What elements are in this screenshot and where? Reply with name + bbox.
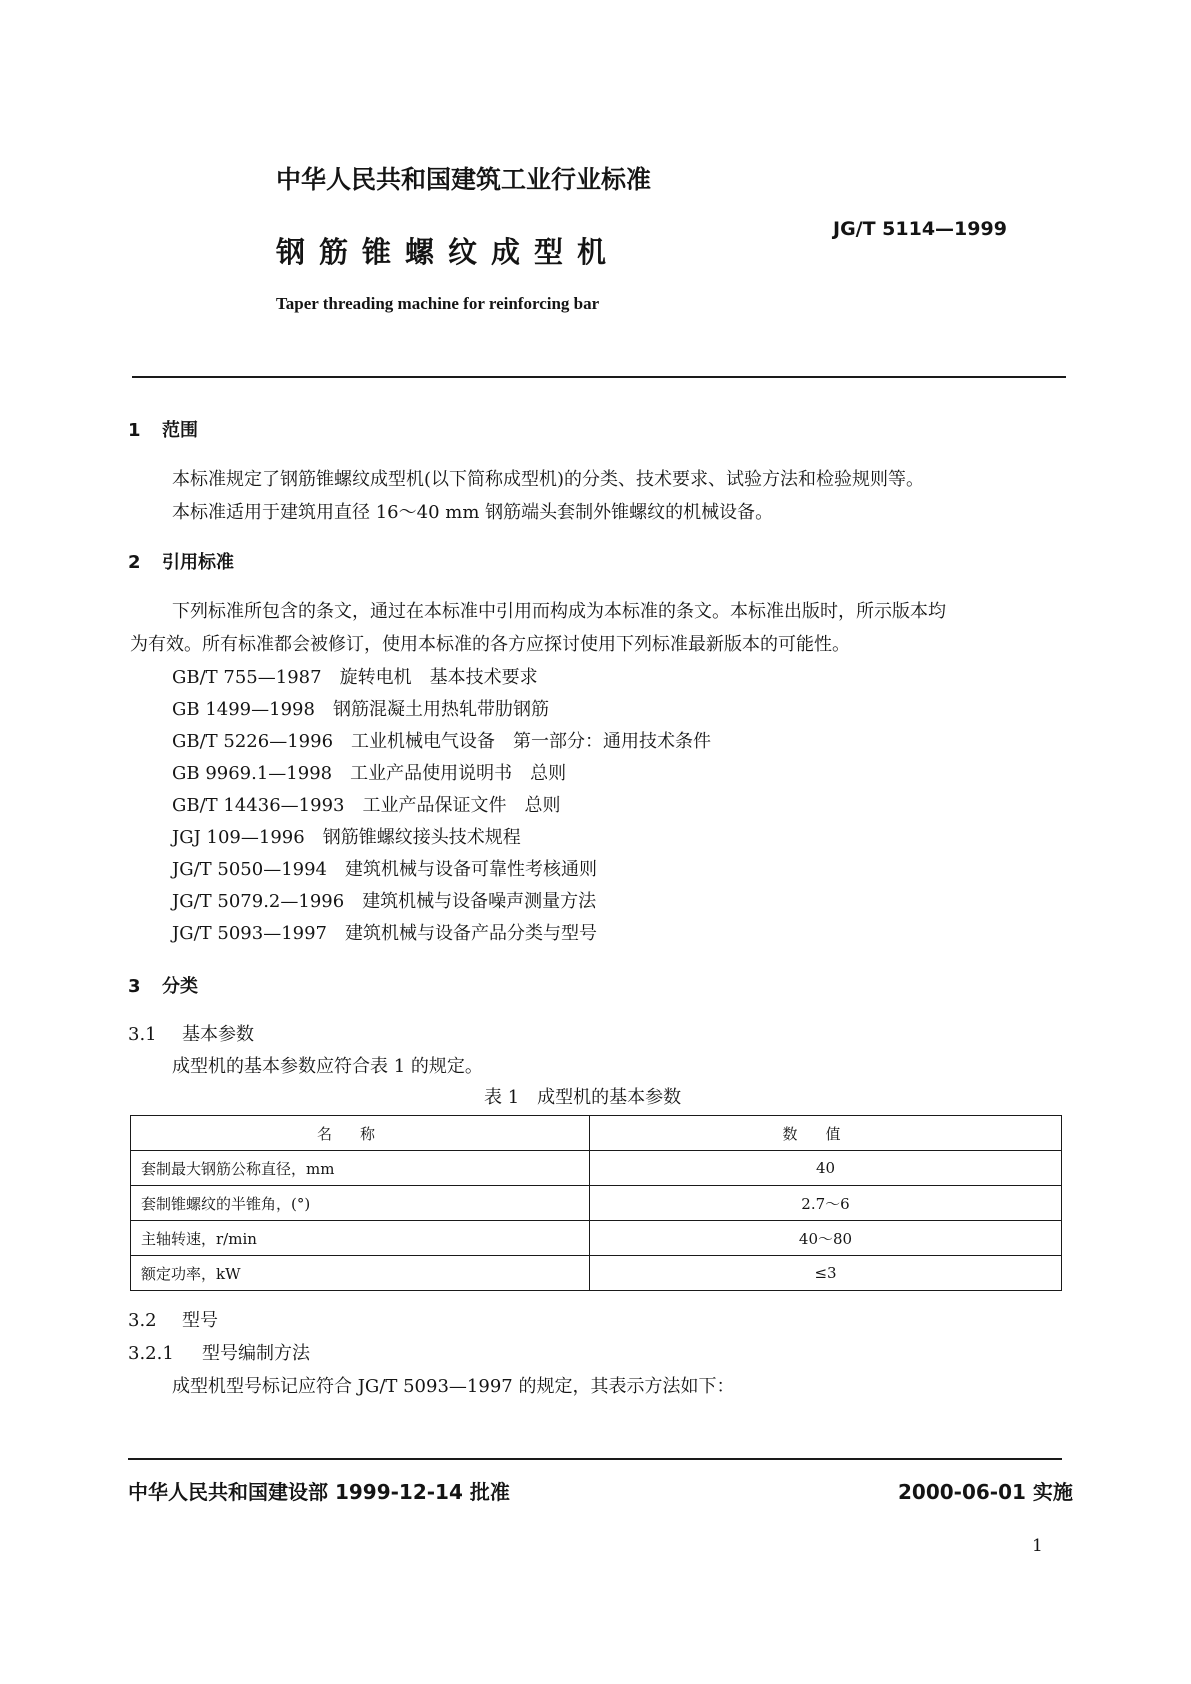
footer-divider (128, 1458, 1062, 1460)
table-header-value: 数值 (590, 1116, 1062, 1151)
table-cell-name: 主轴转速，r/min (131, 1221, 590, 1256)
table-cell-name: 套制锥螺纹的半锥角，(°) (131, 1186, 590, 1221)
reference-item (172, 759, 566, 785)
reference-item (172, 887, 596, 913)
page-number: 1 (1032, 1536, 1043, 1556)
parameters-table (130, 1115, 1062, 1291)
table-row (131, 1151, 1062, 1186)
section-2-title: 引用标准 (162, 552, 234, 573)
reference-code: GB/T 14436—1993 (172, 795, 345, 816)
table-cell-value: 40～80 (590, 1221, 1062, 1256)
reference-item (172, 727, 711, 753)
reference-title: 旋转电机 (339, 667, 412, 688)
section-2-heading (128, 548, 234, 574)
section-3-heading (128, 972, 198, 998)
reference-code: JG/T 5050—1994 (172, 859, 328, 880)
table-caption: 表 1 成型机的基本参数 (484, 1087, 682, 1108)
document-title: 钢筋锥螺纹成型机 (276, 235, 621, 269)
subsection-3-1-heading (128, 1020, 254, 1046)
reference-code: JG/T 5093—1997 (172, 923, 328, 944)
reference-item (172, 823, 521, 849)
subsection-3-1-text: 成型机的基本参数应符合表 1 的规定。 (172, 1056, 483, 1077)
subsection-3-1-title: 基本参数 (182, 1024, 254, 1045)
approval-line: 中华人民共和国建设部 1999-12-14 批准 (128, 1480, 510, 1504)
subsection-3-2-1-number: 3.2.1 (128, 1343, 174, 1364)
reference-subtitle: 总则 (524, 795, 561, 816)
subsection-3-2-heading (128, 1306, 218, 1332)
table-row (131, 1186, 1062, 1221)
section-3-number: 3 (128, 976, 141, 997)
reference-subtitle: 总则 (530, 763, 567, 784)
table-row (131, 1221, 1062, 1256)
table-cell-name: 额定功率，kW (131, 1256, 590, 1291)
reference-code: GB 9969.1—1998 (172, 763, 333, 784)
subsection-3-2-1-text: 成型机型号标记应符合 JG/T 5093—1997 的规定，其表示方法如下： (172, 1376, 735, 1397)
publisher-line: 中华人民共和国建筑工业行业标准 (276, 165, 652, 194)
section-1-number: 1 (128, 420, 141, 441)
reference-title: 工业产品使用说明书 (350, 763, 513, 784)
reference-title: 工业机械电气设备 (351, 731, 496, 752)
table-header-name: 名称 (131, 1116, 590, 1151)
reference-item (172, 695, 549, 721)
reference-code: GB 1499—1998 (172, 699, 315, 720)
subsection-3-1-number: 3.1 (128, 1024, 157, 1045)
subsection-3-2-1-title: 型号编制方法 (202, 1343, 310, 1364)
reference-title: 钢筋混凝土用热轧带肋钢筋 (332, 699, 549, 720)
reference-title: 建筑机械与设备产品分类与型号 (345, 923, 598, 944)
reference-code: GB/T 5226—1996 (172, 731, 334, 752)
subsection-3-2-title: 型号 (182, 1310, 218, 1331)
table-cell-value: 40 (590, 1151, 1062, 1186)
table-cell-value: ≤3 (590, 1256, 1062, 1291)
section-3-title: 分类 (162, 976, 198, 997)
table-header-row (131, 1116, 1062, 1151)
reference-title: 钢筋锥螺纹接头技术规程 (322, 827, 521, 848)
reference-subtitle: 第一部分：通用技术条件 (513, 731, 712, 752)
section-1-title: 范围 (162, 420, 198, 441)
english-title: Taper threading machine for reinforcing bar (276, 294, 600, 313)
reference-code: JG/T 5079.2—1996 (172, 891, 345, 912)
reference-title: 建筑机械与设备噪声测量方法 (362, 891, 597, 912)
reference-code: GB/T 755—1987 (172, 667, 322, 688)
reference-title: 建筑机械与设备可靠性考核通则 (345, 859, 598, 880)
reference-item (172, 791, 560, 817)
reference-item (172, 663, 538, 689)
header-divider (132, 376, 1066, 378)
section-2-intro-line: 为有效。所有标准都会被修订，使用本标准的各方应探讨使用下列标准最新版本的可能性。 (130, 634, 850, 655)
section-1-heading (128, 416, 198, 442)
subsection-3-2-1-heading (128, 1339, 310, 1365)
reference-title: 工业产品保证文件 (362, 795, 507, 816)
reference-item (172, 919, 597, 945)
section-2-intro-line: 下列标准所包含的条文，通过在本标准中引用而构成为本标准的条文。本标准出版时，所示版本均 (172, 601, 946, 622)
table-cell-value: 2.7～6 (590, 1186, 1062, 1221)
reference-code: JGJ 109—1996 (172, 827, 305, 848)
section-1-paragraph: 本标准规定了钢筋锥螺纹成型机(以下简称成型机)的分类、技术要求、试验方法和检验规则等。 (172, 469, 925, 490)
reference-subtitle: 基本技术要求 (429, 667, 538, 688)
section-1-paragraph: 本标准适用于建筑用直径 16～40 mm 钢筋端头套制外锥螺纹的机械设备。 (172, 502, 774, 523)
section-2-number: 2 (128, 552, 141, 573)
reference-item (172, 855, 597, 881)
standard-number: JG/T 5114—1999 (833, 218, 1007, 240)
table-row (131, 1256, 1062, 1291)
implementation-date: 2000-06-01 实施 (898, 1480, 1073, 1504)
table-cell-name: 套制最大钢筋公称直径，mm (131, 1151, 590, 1186)
subsection-3-2-number: 3.2 (128, 1310, 157, 1331)
